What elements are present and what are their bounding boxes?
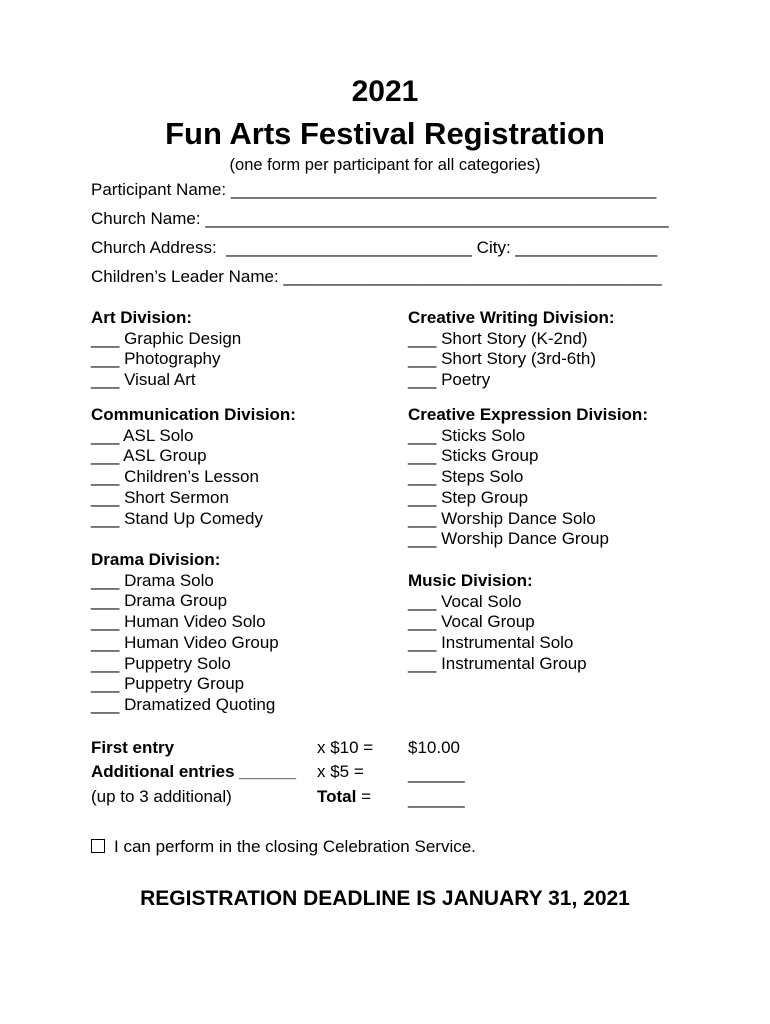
creative-writing-division	[408, 308, 615, 391]
division-item[interactable]: ___ Human Video Group	[91, 632, 279, 652]
division-item[interactable]: ___ Graphic Design	[91, 328, 242, 348]
additional-limit-note: (up to 3 additional)	[91, 787, 232, 806]
childrens-leader-field[interactable]: Children’s Leader Name: ________________________________________	[91, 267, 662, 286]
division-item[interactable]: ___ Sticks Solo	[408, 425, 526, 445]
total-amount[interactable]: ______	[408, 789, 465, 808]
division-item[interactable]: ___ Worship Dance Group	[408, 529, 609, 549]
checkbox[interactable]	[91, 839, 105, 853]
division-item[interactable]: ___ Vocal Solo	[408, 591, 522, 611]
division-title: Creative Expression Division:	[408, 405, 648, 424]
division-title: Drama Division:	[91, 550, 221, 569]
church-name-field[interactable]: Church Name: _________________________________________________	[91, 209, 669, 228]
first-entry-rate: x $10 =	[317, 738, 374, 757]
division-item[interactable]: ___ Sticks Group	[408, 446, 539, 466]
form-title: Fun Arts Festival Registration	[165, 116, 605, 151]
division-item[interactable]: ___ Short Sermon	[91, 487, 229, 507]
form-subtitle: (one form per participant for all categories)	[229, 156, 541, 174]
additional-entries-rate: x $5 =	[317, 762, 364, 781]
division-item[interactable]: ___ Step Group	[408, 487, 529, 507]
division-item[interactable]: ___ Steps Solo	[408, 467, 524, 487]
division-item[interactable]: ___ Dramatized Quoting	[91, 694, 276, 714]
division-item[interactable]: ___ Instrumental Solo	[408, 633, 574, 653]
division-item[interactable]: ___ Photography	[91, 349, 221, 369]
division-title: Art Division:	[91, 308, 193, 327]
division-title: Creative Writing Division:	[408, 308, 615, 327]
closing-celebration-label: I can perform in the closing Celebration Service.	[114, 837, 476, 856]
total-label	[317, 786, 371, 808]
church-address-field[interactable]: Church Address: __________________________ City: _______________	[91, 238, 658, 257]
division-item[interactable]: ___ Short Story (K-2nd)	[408, 328, 588, 348]
division-item[interactable]: ___ Stand Up Comedy	[91, 508, 263, 528]
registration-deadline: REGISTRATION DEADLINE IS JANUARY 31, 2021	[140, 887, 630, 910]
communication-division	[91, 405, 296, 529]
creative-expression-division	[408, 405, 648, 550]
additional-entries-amount[interactable]: ______	[408, 764, 465, 783]
additional-entries-label[interactable]: Additional entries ______	[91, 762, 297, 781]
division-item[interactable]: ___ Drama Solo	[91, 570, 214, 590]
division-item[interactable]: ___ Children’s Lesson	[91, 467, 259, 487]
first-entry-label: First entry	[91, 738, 175, 757]
music-division	[408, 571, 587, 675]
form-year: 2021	[351, 75, 419, 108]
art-division	[91, 308, 241, 391]
division-item[interactable]: ___ ASL Solo	[91, 425, 194, 445]
division-item[interactable]: ___ Puppetry Group	[91, 674, 245, 694]
division-item[interactable]: ___ Puppetry Solo	[91, 653, 231, 673]
total-equals: =	[356, 787, 372, 806]
division-item[interactable]: ___ Vocal Group	[408, 612, 535, 632]
first-entry-amount: $10.00	[408, 738, 460, 757]
division-item[interactable]: ___ Worship Dance Solo	[408, 508, 596, 528]
participant-name-field[interactable]: Participant Name: _____________________________________________	[91, 180, 657, 199]
division-item[interactable]: ___ Short Story (3rd-6th)	[408, 349, 597, 369]
division-item[interactable]: ___ Visual Art	[91, 370, 196, 390]
division-item[interactable]: ___ Human Video Solo	[91, 612, 266, 632]
drama-division	[91, 550, 279, 716]
closing-celebration-option[interactable]	[91, 836, 476, 858]
division-item[interactable]: ___ ASL Group	[91, 446, 207, 466]
division-item[interactable]: ___ Instrumental Group	[408, 653, 587, 673]
division-title: Music Division:	[408, 571, 533, 590]
total-label-text: Total	[317, 787, 357, 806]
division-item[interactable]: ___ Poetry	[408, 370, 491, 390]
division-title: Communication Division:	[91, 405, 296, 424]
division-item[interactable]: ___ Drama Group	[91, 591, 228, 611]
